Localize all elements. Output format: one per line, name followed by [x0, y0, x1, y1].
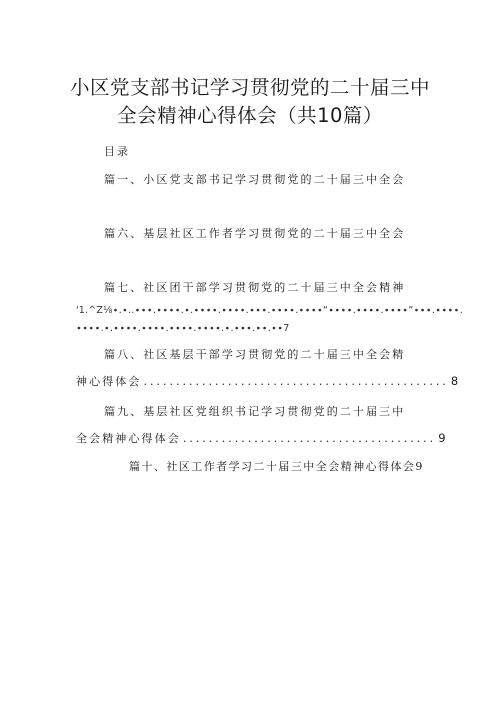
toc-leader-dots: .......................................: [182, 432, 437, 445]
toc-entry-8-text: 神心得体会: [76, 375, 142, 388]
toc-page-number: 9: [438, 431, 446, 445]
toc-entry-7-garbled-leader-continued: ∙∙∙∙.∙.∙∙∙∙.∙∙∙∙.∙∙∙∙.∙∙∙∙.∙.∙∙∙.∙∙.∙∙7: [76, 323, 290, 334]
toc-entry-9-text: 全会精神心得体会: [76, 432, 181, 445]
toc-entry-1[interactable]: 篇一、小区党支部书记学习贯彻党的二十届三中全会: [104, 173, 406, 186]
toc-entry-8[interactable]: 篇八、社区基层干部学习贯彻党的二十届三中全会精: [104, 348, 406, 361]
toc-entry-6[interactable]: 篇六、基层社区工作者学习贯彻党的二十届三中全会: [104, 227, 406, 240]
toc-heading: 目录: [104, 145, 130, 158]
toc-entry-10[interactable]: 篇十、社区工作者学习二十届三中全会精神心得体会9: [129, 460, 424, 473]
toc-leader-dots: ...............................................: [143, 375, 449, 388]
toc-entry-7[interactable]: 篇七、社区团干部学习贯彻党的二十届三中全会精神: [104, 281, 406, 294]
toc-entry-9-continuation[interactable]: [76, 430, 446, 446]
document-title-line-2: 全会精神心得体会（共10篇）: [117, 104, 383, 127]
toc-entry-9[interactable]: 篇九、基层社区党组织书记学习贯彻党的二十届三中: [104, 405, 406, 418]
toc-entry-8-continuation[interactable]: [76, 373, 459, 389]
document-title-line-1: 小区党支部书记学习贯彻党的二十届三中: [69, 76, 430, 99]
toc-page-number: 8: [450, 374, 459, 388]
toc-entry-7-garbled-leader: '1.^Z⅛∙.∙..∙∙∙.∙∙∙∙.∙.∙∙∙∙.∙∙∙∙.∙∙∙.∙∙∙∙.∙∙∙∙“∙∙∙∙.∙∙∙∙.∙∙∙∙”∙∙∙.∙∙∙∙.: [76, 305, 463, 316]
